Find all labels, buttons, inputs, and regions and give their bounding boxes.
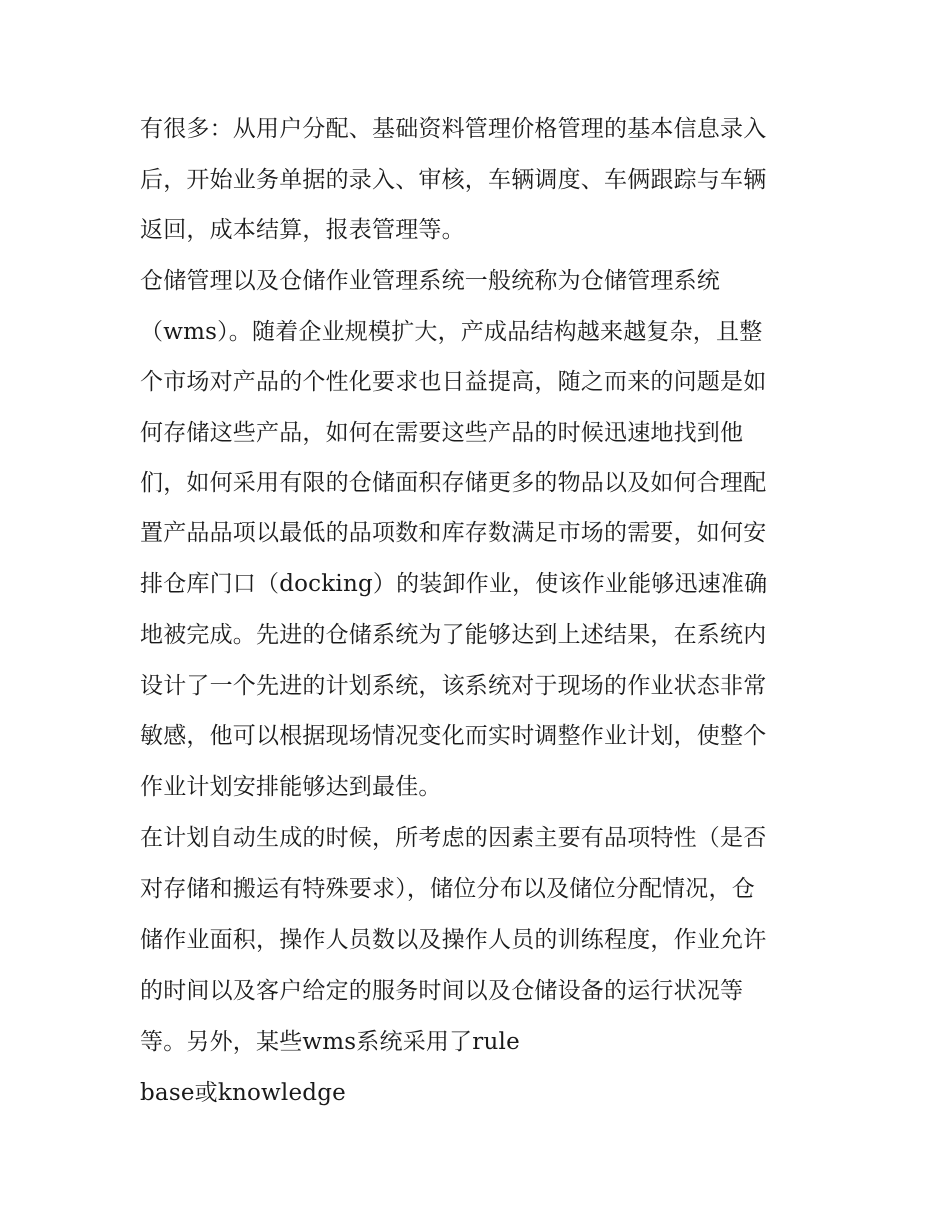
- text-line: 设计了一个先进的计划系统，该系统对于现场的作业状态非常: [140, 673, 767, 699]
- text-line: 储作业面积，操作人员数以及操作人员的训练程度，作业允许: [140, 927, 767, 953]
- text-line: 个市场对产品的个性化要求也日益提高，随之而来的问题是如: [140, 369, 767, 395]
- text-line: 地被完成。先进的仓储系统为了能够达到上述结果，在系统内: [140, 622, 767, 648]
- text-line: 置产品品项以最低的品项数和库存数满足市场的需要，如何安: [140, 520, 767, 546]
- text-line: 后，开始业务单据的录入、审核，车辆调度、车俩跟踪与车辆: [140, 167, 767, 193]
- text-line: 作业计划安排能够达到最佳。: [140, 774, 442, 800]
- text-line: 等。另外，某些wms系统采用了rule: [140, 1029, 520, 1055]
- text-line: 的时间以及客户给定的服务时间以及仓储设备的运行状况等: [140, 978, 744, 1004]
- text-line: 仓储管理以及仓储作业管理系统一般统称为仓储管理系统: [140, 268, 720, 294]
- text-line: 有很多：从用户分配、基础资料管理价格管理的基本信息录入: [140, 116, 767, 142]
- text-line: 对存储和搬运有特殊要求），储位分布以及储位分配情况，仓: [140, 876, 755, 902]
- text-line: 返回，成本结算，报表管理等。: [140, 217, 465, 243]
- text-line: 敏感，他可以根据现场情况变化而实时调整作业计划，使整个: [140, 723, 767, 749]
- text-line: 排仓库门口（docking）的装卸作业，使该作业能够迅速准确: [140, 571, 768, 597]
- text-line: 在计划自动生成的时候，所考虑的因素主要有品项特性（是否: [140, 825, 767, 851]
- text-line: 何存储这些产品，如何在需要这些产品的时候迅速地找到他: [140, 420, 744, 446]
- text-line: 们，如何采用有限的仓储面积存储更多的物品以及如何合理配: [140, 470, 767, 496]
- text-line: （wms）。随着企业规模扩大，产成品结构越来越复杂，且整: [140, 319, 763, 345]
- text-line: base或knowledge: [140, 1080, 346, 1106]
